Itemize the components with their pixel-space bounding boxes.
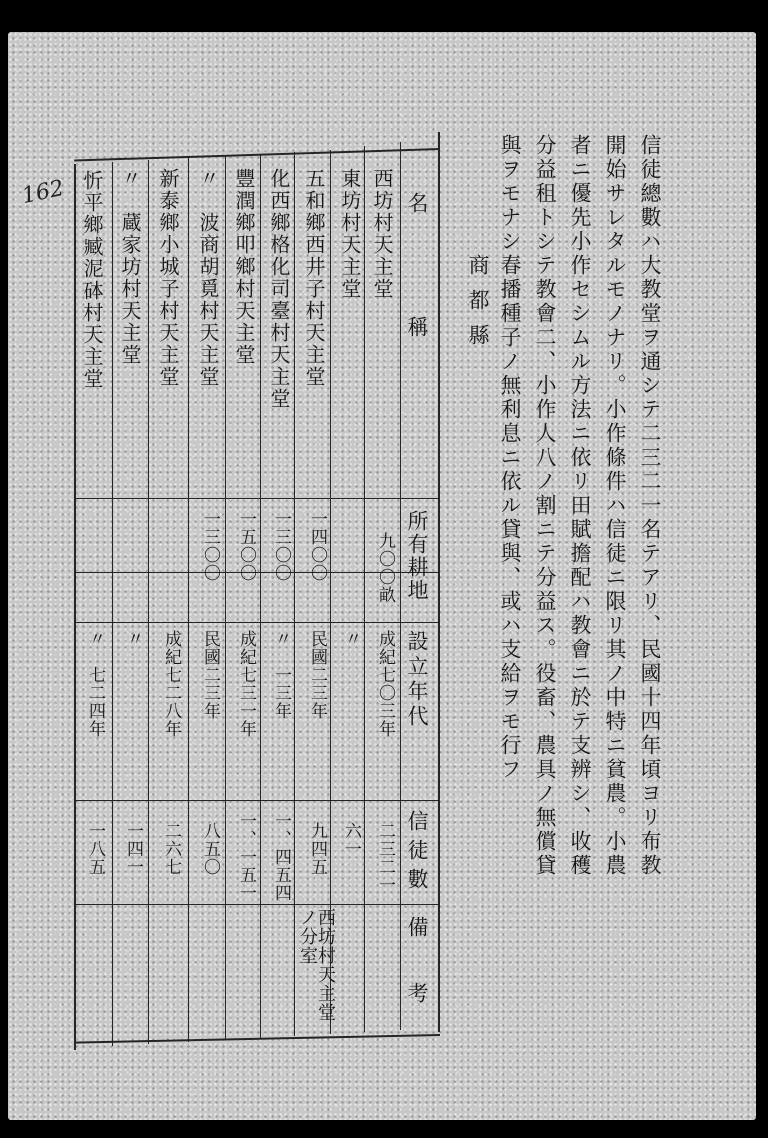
row-6-believers: 八五〇	[200, 822, 220, 876]
row-1-land: 九〇〇畝	[375, 532, 395, 604]
row-6-land: 一三〇〇	[200, 510, 220, 582]
header-remarks: 備 考	[405, 916, 429, 1015]
row-3-founded: 民國二三年	[307, 630, 327, 720]
row-6-name: 〃 波商胡覓村天主堂	[196, 168, 220, 388]
row-4-founded: 〃 一三年	[271, 630, 291, 720]
county-heading: 商都縣	[466, 254, 490, 359]
row-6-founded: 民國二三年	[200, 630, 220, 720]
document-page	[8, 32, 756, 1120]
row-8-believers: 一四一	[123, 822, 143, 876]
row-3-believers: 九四五	[307, 822, 327, 876]
row-2-believers: 六一	[341, 822, 361, 858]
row-9-believers: 一八五	[85, 822, 105, 876]
prose-column-1: 信徒總數ハ大教堂ヲ通シテ二三二一名テアリ、民國十四年頃ヨリ布教	[638, 134, 662, 878]
row-3-name: 五和鄉西井子村天主堂	[302, 168, 326, 388]
row-7-name: 新泰鄉小城子村天主堂	[156, 168, 180, 388]
row-2-remarks-text: 西坊村天主堂ノ分室	[297, 908, 336, 1022]
row-1-name: 西坊村天主堂	[370, 168, 394, 300]
row-3-land: 一四〇〇	[307, 510, 327, 582]
row-5-believers: 一、一五一	[236, 812, 256, 902]
row-5-founded: 成紀七三一年	[236, 630, 256, 738]
header-name: 名 稱	[405, 192, 429, 347]
row-9-name: 忻平鄉臧泥砵村天主堂	[80, 170, 104, 390]
row-1-founded: 成紀七〇三年	[375, 630, 395, 738]
row-2-remarks	[298, 908, 364, 1028]
row-8-name: 〃 蔵家坊村天主堂	[118, 168, 142, 366]
header-land: 所有耕地	[405, 510, 429, 602]
prose-column-4: 分益租トシテ教會二、小作人八ノ割ニテ分益ス。役畜、農具ノ無償貸	[533, 134, 557, 878]
row-4-land: 一三〇〇	[271, 510, 291, 582]
row-2-founded: 〃	[341, 630, 361, 648]
margin-page-number: 162	[19, 175, 67, 210]
header-believers: 信徒數	[405, 810, 429, 897]
prose-column-2: 開始サレタルモノナリ。小作條件ハ信徒ニ限リ其ノ中特ニ貧農。小農	[603, 134, 627, 878]
row-9-founded: 〃 七二四年	[85, 630, 105, 738]
prose-column-5: 與ヲモナシ春播種子ノ無利息ニ依ル貸與、或ハ支給ヲモ行フ	[498, 134, 522, 782]
row-8-founded: 〃	[123, 630, 143, 648]
prose-column-3: 者ニ優先小作セシムル方法ニ依リ田賦擔配ハ教會ニ於テ支辨シ、收穫	[568, 134, 592, 878]
row-4-believers: 一、四五四	[271, 812, 291, 902]
row-2-name: 東坊村天主堂	[338, 168, 362, 300]
row-5-name: 豐潤鄉叩鄉村天主堂	[232, 168, 256, 366]
row-1-believers: 二三二一	[375, 822, 395, 894]
row-7-believers: 二六七	[161, 822, 181, 876]
row-7-founded: 成紀七二八年	[161, 630, 181, 738]
row-5-land: 一五〇〇	[236, 510, 256, 582]
header-founded: 設立年代	[405, 630, 429, 730]
row-4-name: 化西鄉格化司臺村天主堂	[267, 168, 291, 410]
